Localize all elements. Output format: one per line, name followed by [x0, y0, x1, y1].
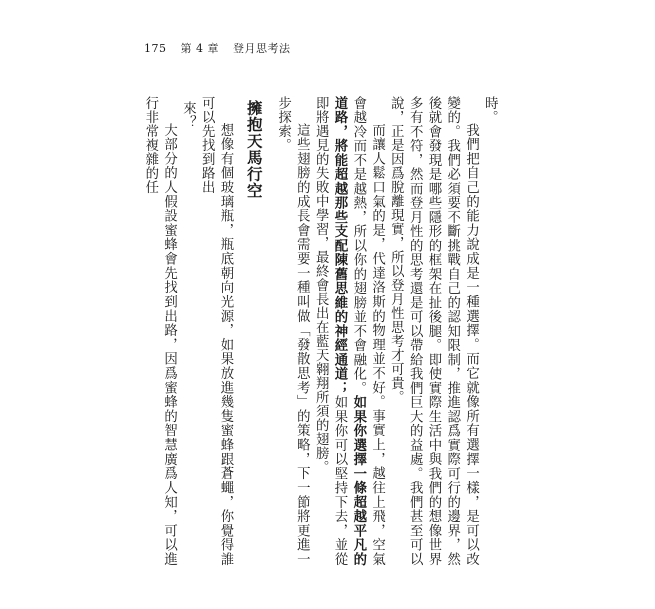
page-number: 175 — [144, 42, 167, 55]
chapter-title: 登月思考法 — [233, 42, 291, 55]
chapter-label: 第 4 章 — [180, 42, 219, 55]
paragraph-continuation: 時。 — [482, 96, 498, 124]
section-title: 擁抱天馬行空 — [244, 100, 263, 199]
paragraph-bees-assumption: 大部分的人假設蜜蜂會先找到出路，因爲蜜蜂的智慧廣爲人知，可以進行非常複雜的任 — [142, 96, 177, 566]
running-header — [144, 40, 301, 56]
paragraph-glass-bottle-end: 來？ — [180, 101, 196, 130]
page-body — [140, 96, 498, 566]
paragraph-daedalus-emphasis: 如果你選擇一條超越平凡的道路，將能超越那些支配陳舊思維的神經通道； — [331, 96, 366, 566]
paragraph-glass-bottle: 想像有個玻璃瓶，瓶底朝向光源，如果放進幾隻蜜蜂跟蒼蠅，你覺得誰可以先找到路出 — [199, 96, 233, 566]
paragraph-daedalus-text-a: 而讓人鬆口氣的是，代達洛斯的物理並不好。事實上，越往上飛，空氣會越冷而不是越熱，所以你的翅膀並不會融化。 — [350, 96, 385, 566]
paragraph-ability-choice: 我們把自己的能力說成是一種選擇。而它就像所有選擇一樣，是可以改變的。我們必須要不斷挑戰自己的認知限制，推進認爲實際可行的邊界，然後就會發現是哪些隱形的框架在扯後腿。即使實際生活中與我們的想像世界多有不符，然而登月性的思考還是可以帶給我們巨大的益處。我們甚至可以說，正是因爲脫離現實，所以登月性思考才可貴。 — [388, 96, 479, 566]
vertical-text-column — [140, 96, 498, 566]
paragraph-daedalus — [310, 96, 385, 566]
paragraph-divergent-thinking: 這些翅膀的成長會需要一種叫做「發散思考」的策略，下一節將更進一步探索。 — [275, 96, 310, 566]
paragraph-daedalus-text-b: 如果你可以堅持下去，並從即將遇見的失敗中學習，最終會長出在藍天翱翔所須的翅膀。 — [313, 96, 347, 566]
